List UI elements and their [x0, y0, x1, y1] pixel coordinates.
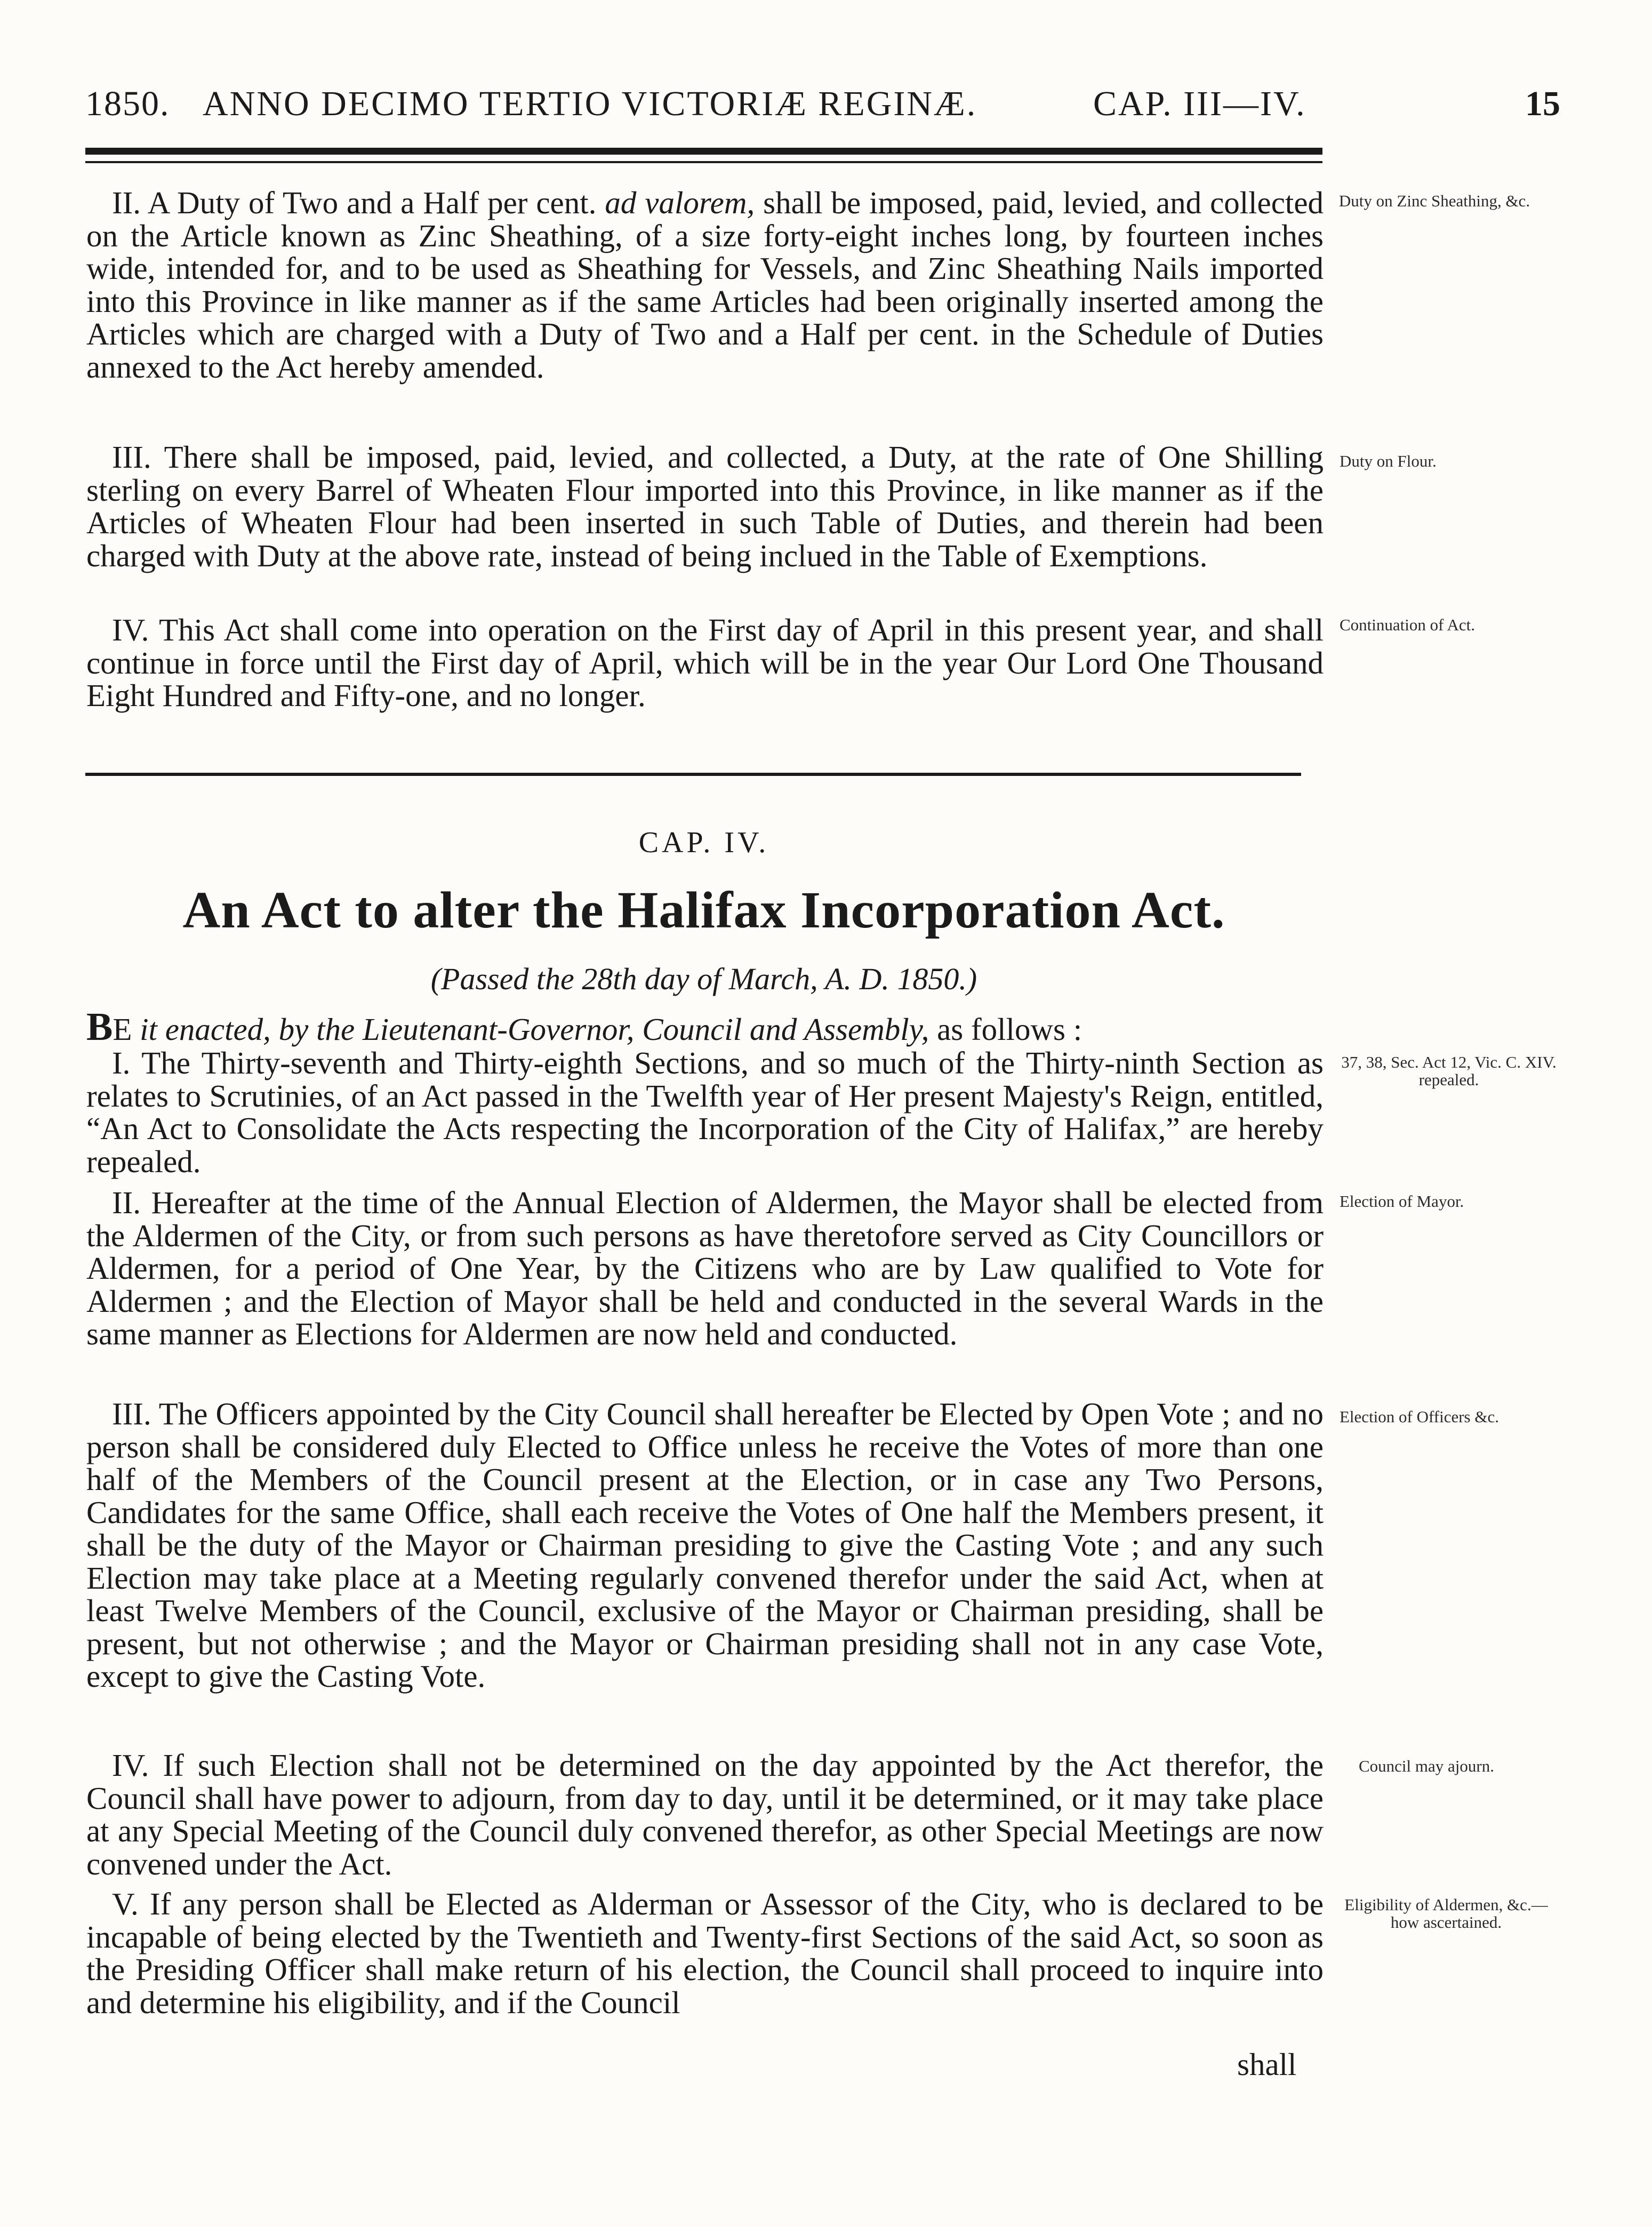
- section-text: There shall be imposed, paid, levied, and collected, a Duty, at the rate of One Shilling sterling on every Barrel of Wheaten Flour imported into this Province, in like manner as if the Articles of Wheaten Flour had been inserted in such Table of Duties, and therein had been charged with Duty at the above rate, instead of being inclued in the Table of Exemptions.: [86, 439, 1324, 573]
- margin-note-officers: Election of Officers &c.: [1340, 1407, 1499, 1426]
- section-text: If such Election shall not be determined on the day appointed by the Act therefor, the Council shall have power to adjourn, from day to day, until it be determined, or it may take place at any Special Meeting of the Council duly convened therefor, as other Special Meetings are now convened under the Act.: [86, 1748, 1324, 1881]
- margin-note-zinc: Duty on Zinc Sheathing, &c.: [1338, 191, 1530, 210]
- cap4-section-3: [86, 1398, 1324, 1693]
- cap3-section-3: [86, 441, 1324, 572]
- section-italic: ad valorem,: [605, 185, 755, 220]
- section-text: Hereafter at the time of the Annual Election of Aldermen, the Mayor shall be elected from the Aldermen of the City, or from such persons as have theretofore served as City Councillors or Aldermen, for a period of One Year, by the Citizens who are by Law qualified to Vote for Aldermen ; and the Election of Mayor shall be held and conducted in the several Wards in the same manner as Elections for Aldermen are now held and conducted.: [86, 1185, 1324, 1351]
- section-text: A Duty of Two and a Half per cent.: [147, 185, 597, 220]
- section-text: The Thirty-seventh and Thirty-eighth Sections, and so much of the Thirty-ninth Section as relates to Scrutinies, of an Act passed in the Twelfth year of Her present Majesty's Reign, entitled, “An Act to Consolidate the Acts respecting the Incorporation of the City of Halifax,” are hereby repealed.: [86, 1045, 1324, 1179]
- enacting-cap: E: [113, 1012, 132, 1047]
- cap3-section-2: [86, 187, 1324, 383]
- margin-note-continuation: Continuation of Act.: [1340, 615, 1475, 634]
- drop-cap: B: [86, 1005, 113, 1049]
- section-number: II.: [112, 185, 141, 220]
- section-text: This Act shall come into operation on the First day of April in this present year, and shall continue in force until the First day of April, which will be in the year Our Lord One Thousand Eight Hundred and Fifty-one, and no longer.: [86, 612, 1324, 713]
- section-text: The Officers appointed by the City Council shall hereafter be Elected by Open Vote ; and no person shall be considered duly Elected to Office unless he receive the Votes of more than one half of the Members of the Council present at the Election, or in case any Two Persons, Candidates for the same Office, shall each receive the Votes of One half the Members present, it shall be the duty of the Mayor or Chairman presiding to give the Casting Vote ; and any such Election may take place at a Meeting regularly convened therefor under the said Act, when at least Twelve Members of the Council, exclusive of the Mayor or Chairman presiding, shall be present, but not otherwise ; and the Mayor or Chairman presiding shall not in any case Vote, except to give the Casting Vote.: [86, 1396, 1324, 1694]
- cap4-section-2: [86, 1187, 1324, 1351]
- section-text: shall be imposed, paid, levied, and collected on the Article known as Zinc Sheathing, of a size forty-eight inches long, by fourteen inches wide, intended for, and to be used as Sheathing for Vessels, and Zinc Sheathing Nails imported into this Province in like manner as if the same Articles had been originally inserted among the Articles which are charged with a Duty of Two and a Half per cent. in the Schedule of Duties annexed to the Act hereby amended.: [86, 185, 1324, 384]
- header-rule-thick: [85, 148, 1322, 155]
- section-number: V.: [112, 1886, 139, 1921]
- section-number: III.: [112, 439, 151, 475]
- chapter-divider: [85, 773, 1301, 776]
- section-text: If any person shall be Elected as Alderman or Assessor of the City, who is declared to be incapable of being elected by the Twentieth and Twenty-first Sections of the said Act, so soon as the Presiding Officer shall make return of his election, the Council shall proceed to inquire into and determine his eligibility, and if the Council: [86, 1886, 1324, 2020]
- margin-note-adjourn: Council may ajourn.: [1359, 1757, 1494, 1775]
- cap4-section-5: [86, 1888, 1324, 2019]
- section-number: I.: [112, 1045, 131, 1080]
- cap3-section-4: [86, 614, 1324, 712]
- enacting-italic: it enacted, by the Lieutenant-Governor, Council and Assembly,: [140, 1012, 929, 1047]
- header-title: ANNO DECIMO TERTIO VICTORIÆ REGINÆ.: [203, 84, 977, 123]
- header-year: 1850.: [85, 84, 170, 123]
- margin-note-eligibility: Eligibility of Aldermen, &c.—how ascertained.: [1344, 1895, 1548, 1932]
- cap4-section-1: [86, 1047, 1324, 1178]
- cap4-section-4: [86, 1749, 1324, 1880]
- margin-note-flour: Duty on Flour.: [1340, 452, 1437, 470]
- act-title: An Act to alter the Halifax Incorporation Act.: [182, 882, 1225, 939]
- margin-note-repealed: 37, 38, Sec. Act 12, Vic. C. XIV. repealed.: [1341, 1053, 1557, 1089]
- passed-date: (Passed the 28th day of March, A. D. 1850.): [430, 962, 977, 996]
- section-number: IV.: [112, 612, 149, 647]
- catchword: shall: [1237, 2047, 1297, 2082]
- enacting-tail: as follows :: [937, 1012, 1082, 1047]
- section-number: II.: [112, 1185, 141, 1220]
- chapter-heading: CAP. IV.: [638, 826, 769, 859]
- margin-note-mayor: Election of Mayor.: [1340, 1192, 1464, 1211]
- page-number: 15: [1525, 84, 1560, 123]
- header-chapter: CAP. III—IV.: [1093, 84, 1306, 123]
- header-rule-thin: [85, 161, 1322, 163]
- enacting-clause: [86, 1005, 1324, 1049]
- section-number: III.: [112, 1396, 151, 1431]
- section-number: IV.: [112, 1748, 149, 1783]
